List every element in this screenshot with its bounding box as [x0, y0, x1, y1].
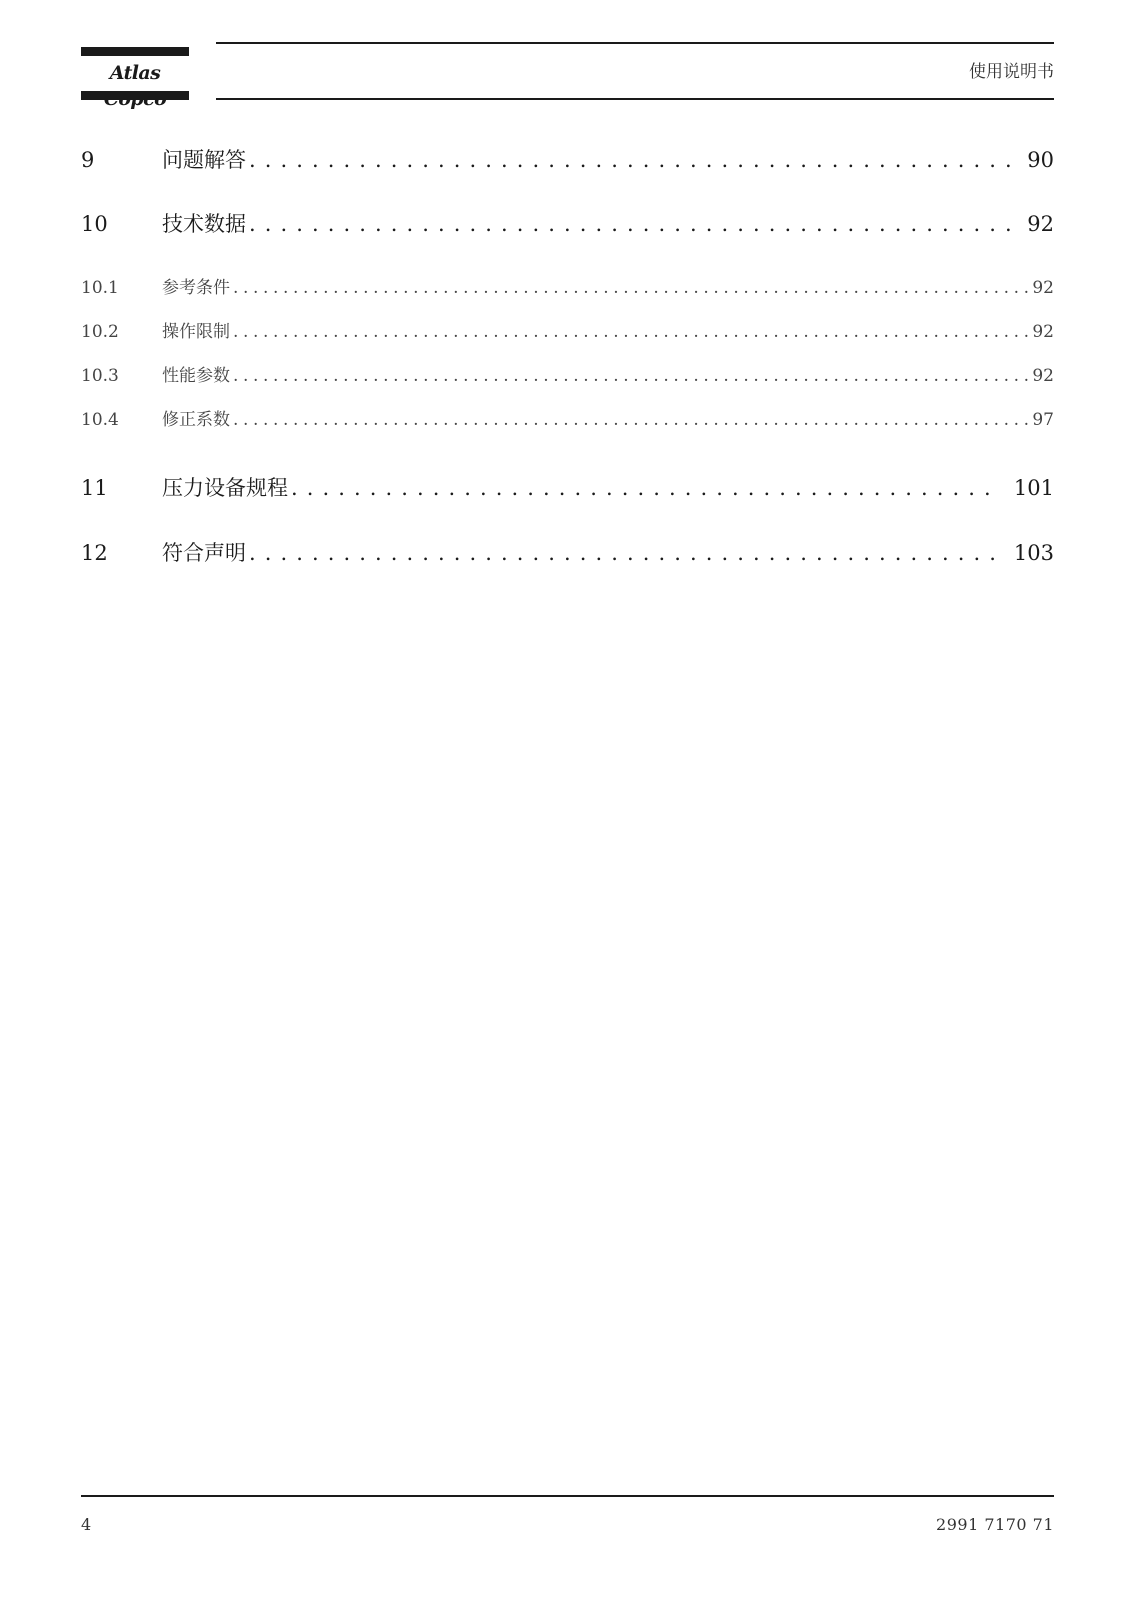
toc-dot-leader — [233, 276, 1030, 300]
toc-page-number: 92 — [1032, 322, 1054, 342]
logo-wordmark: Atlas — [109, 62, 161, 84]
toc-entry-9[interactable] — [81, 146, 1054, 174]
toc-page-number: 92 — [1032, 278, 1054, 298]
toc-dot-leader — [249, 210, 1013, 238]
toc-number: 10.3 — [81, 366, 119, 386]
toc-dot-leader — [249, 539, 1000, 567]
toc-page-number: 90 — [1027, 148, 1054, 172]
toc-number: 10.2 — [81, 322, 119, 342]
toc-number: 10.4 — [81, 410, 119, 430]
toc-entry-10-1[interactable] — [81, 276, 1054, 300]
toc-title: 符合声明 — [162, 541, 246, 565]
footer-document-code: 2991 7170 71 — [936, 1515, 1054, 1534]
header-rule-bottom — [216, 98, 1054, 100]
footer-page-number: 4 — [81, 1515, 92, 1534]
toc-title: 问题解答 — [162, 148, 246, 172]
toc-entry-11[interactable] — [81, 474, 1054, 502]
toc-number: 11 — [81, 476, 108, 500]
toc-entry-12[interactable] — [81, 539, 1054, 567]
toc-dot-leader — [249, 146, 1013, 174]
toc-entry-10-2[interactable] — [81, 320, 1054, 344]
document-title: 使用说明书 — [969, 62, 1054, 82]
logo-bar-top — [81, 47, 189, 56]
toc-dot-leader — [291, 474, 1000, 502]
toc-page-number: 101 — [1013, 476, 1054, 500]
toc-number: 10.1 — [81, 278, 119, 298]
toc-entry-10[interactable] — [81, 210, 1054, 238]
toc-title: 修正系数 — [162, 410, 230, 430]
toc-number: 12 — [81, 541, 108, 565]
toc-page-number: 97 — [1032, 410, 1054, 430]
toc-entry-10-4[interactable] — [81, 408, 1054, 432]
atlas-copco-logo — [81, 47, 189, 100]
toc-dot-leader — [233, 408, 1030, 432]
toc-title: 性能参数 — [162, 366, 230, 386]
toc-entry-10-3[interactable] — [81, 364, 1054, 388]
toc-dot-leader — [233, 364, 1030, 388]
toc-title: 参考条件 — [162, 278, 230, 298]
toc-title: 操作限制 — [162, 322, 230, 342]
toc-number: 10 — [81, 212, 108, 236]
toc-page-number: 92 — [1032, 366, 1054, 386]
toc-title: 技术数据 — [162, 212, 246, 236]
logo-bar-bottom — [81, 91, 189, 100]
toc-title: 压力设备规程 — [162, 476, 288, 500]
toc-dot-leader — [233, 320, 1030, 344]
toc-page-number: 92 — [1027, 212, 1054, 236]
toc-page-number: 103 — [1013, 541, 1054, 565]
toc-number: 9 — [81, 148, 95, 172]
footer-rule — [81, 1495, 1054, 1497]
header-rule-top — [216, 42, 1054, 44]
